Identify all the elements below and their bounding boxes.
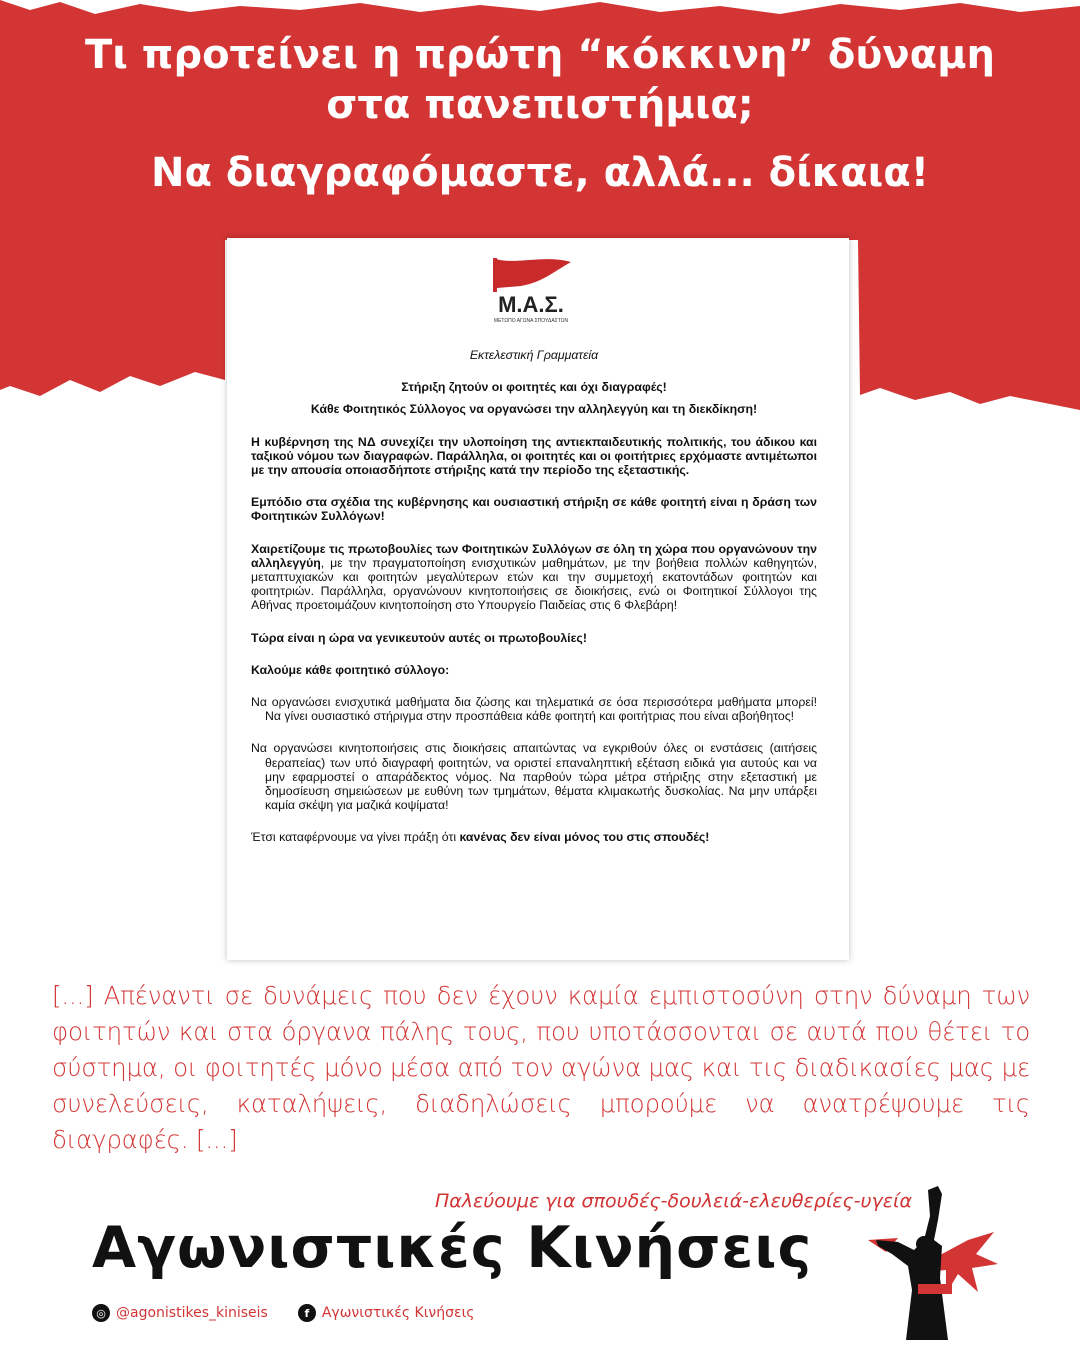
facebook-icon[interactable]: f bbox=[298, 1304, 316, 1322]
brand-name: Αγωνιστικές Κινήσεις bbox=[92, 1215, 813, 1281]
doc-paragraph-7: Να οργανώσει κινητοποιήσεις στις διοικήσεις απαιτώντας να εγκριθούν όλες οι ενστάσεις (αιτήσεις θεραπείας) των υπό διαγραφή φοιτητών, να οριστεί επαναληπτική εξέταση ειδικά για αυτούς και να μην εφαρμοστεί ο απαράδεκτος νόμος. Να παρθούν τώρα μέτρα στήριξης στην εξεταστική με δημοσίευση σημειώσεων με ευθύνη των τμημάτων, θέματα κλιμακωτής δυσκολίας. Να μην υπάρξει καμία σκέψη για μαζικά κοψίματα! bbox=[251, 741, 817, 813]
mas-logo-subtext: ΜΕΤΩΠΟ ΑΓΩΝΑ ΣΠΟΥΔΑΣΤΩΝ bbox=[493, 318, 569, 324]
doc-paragraph-5: Καλούμε κάθε φοιτητικό σύλλογο: bbox=[251, 662, 450, 677]
mas-logo-text: Μ.Α.Σ. bbox=[498, 292, 564, 317]
doc-paragraph-3-rest: , με την πραγματοποίηση ενισχυτικών μαθημάτων, με την βοήθεια πολλών καθηγητών, μεταπτυχιακών και φοιτητών μεγαλύτερων ετών και την συμμετοχή εκατοντάδων φοιτητών και φοιτητριών. Παράλληλα, οργανώνουν κινητοποιήσεις σε διοικήσεις, ενώ οι Φοιτητικοί Σύλλογοι της Αθήνας προετοιμάζουν κινητοποίηση στο Υπουργείο Παιδείας στις 6 Φλεβάρη! bbox=[251, 555, 817, 613]
doc-department: Εκτελεστική Γραμματεία bbox=[469, 348, 599, 362]
doc-paragraph-1: Η κυβέρνηση της ΝΔ συνεχίζει την υλοποίηση της αντιεκπαιδευτικής πολιτικής, του άδικου και ταξικού νόμου των διαγραφών. Παράλληλα, οι φοιτητές και οι φοιτήτριες ερχόμαστε αντιμέτωποι με την απουσία οποιασδήποτε στήριξης κατά την περίοδο της εξεταστικής. bbox=[251, 434, 817, 478]
doc-paragraph-4: Τώρα είναι η ώρα να γενικευτούν αυτές οι πρωτοβουλίες! bbox=[251, 630, 587, 645]
instagram-icon[interactable]: ◎ bbox=[92, 1304, 110, 1322]
doc-paragraph-6: Να οργανώσει ενισχυτικά μαθήματα δια ζώσης και τηλεματικά σε όσα περισσότερα μαθήματα μπορεί! Να γίνει ουσιαστικό στήριγμα στην προσπάθεια κάθε φοιτητή και φοιτήτριας που είναι αβοήθητος! bbox=[251, 695, 817, 724]
headline bbox=[0, 30, 1080, 198]
doc-title-2: Κάθε Φοιτητικός Σύλλογος να οργανώσει την αλληλεγγύη και τη διεκδίκηση! bbox=[310, 402, 758, 417]
raised-fist-figure-icon bbox=[868, 1180, 998, 1340]
footer-slogan: Παλεύουμε για σπουδές-δουλειά-ελευθερίες-υγεία bbox=[434, 1190, 912, 1212]
social-links bbox=[92, 1304, 475, 1322]
doc-paragraph-8-plain: Έτσι καταφέρνουμε να γίνει πράξη ότι bbox=[251, 830, 460, 845]
doc-paragraph-8 bbox=[251, 830, 817, 844]
doc-title-1: Στήριξη ζητούν οι φοιτητές και όχι διαγραφές! bbox=[401, 380, 667, 395]
facebook-name[interactable]: Αγωνιστικές Κινήσεις bbox=[321, 1305, 475, 1321]
headline-line-1: Τι προτείνει η πρώτη “κόκκινη” δύναμη bbox=[85, 32, 995, 78]
mas-logo bbox=[483, 252, 579, 342]
facebook-link[interactable] bbox=[298, 1304, 475, 1322]
document-body bbox=[251, 348, 817, 845]
doc-paragraph-8-bold: κανένας δεν είναι μόνος του στις σπουδές! bbox=[459, 830, 710, 845]
doc-paragraph-3 bbox=[251, 542, 817, 613]
doc-paragraph-2: Εμπόδιο στα σχέδια της κυβέρνησης και ουσιαστική στήριξη σε κάθε φοιτητή είναι η δράση των Φοιτητικών Συλλόγων! bbox=[251, 495, 817, 524]
doc-paragraph-3-bold: Χαιρετίζουμε τις πρωτοβουλίες των Φοιτητικών Συλλόγων σε όλη τη χώρα που οργανώνουν την αλληλεγγύη bbox=[251, 541, 817, 570]
instagram-handle[interactable]: @agonistikes_kiniseis bbox=[116, 1305, 268, 1321]
headline-line-2: στα πανεπιστήμια; bbox=[326, 82, 754, 128]
statement-document bbox=[227, 238, 849, 960]
quote-text: [...] Απέναντι σε δυνάμεις που δεν έχουν καμία εμπιστοσύνη στην δύναμη των φοιτητών και στα όργανα πάλης τους, που υποτάσσονται σε αυτά που θέτει το σύστημα, οι φοιτητές μόνο μέσα από τον αγώνα μας και τις διαδικασίες μας με συνελεύσεις, καταλήψεις, διαδηλώσεις μπορούμε να ανατρέψουμε τις διαγραφές. [...] bbox=[52, 981, 1030, 1154]
headline-line-3: Να διαγραφόμαστε, αλλά... δίκαια! bbox=[151, 150, 929, 196]
